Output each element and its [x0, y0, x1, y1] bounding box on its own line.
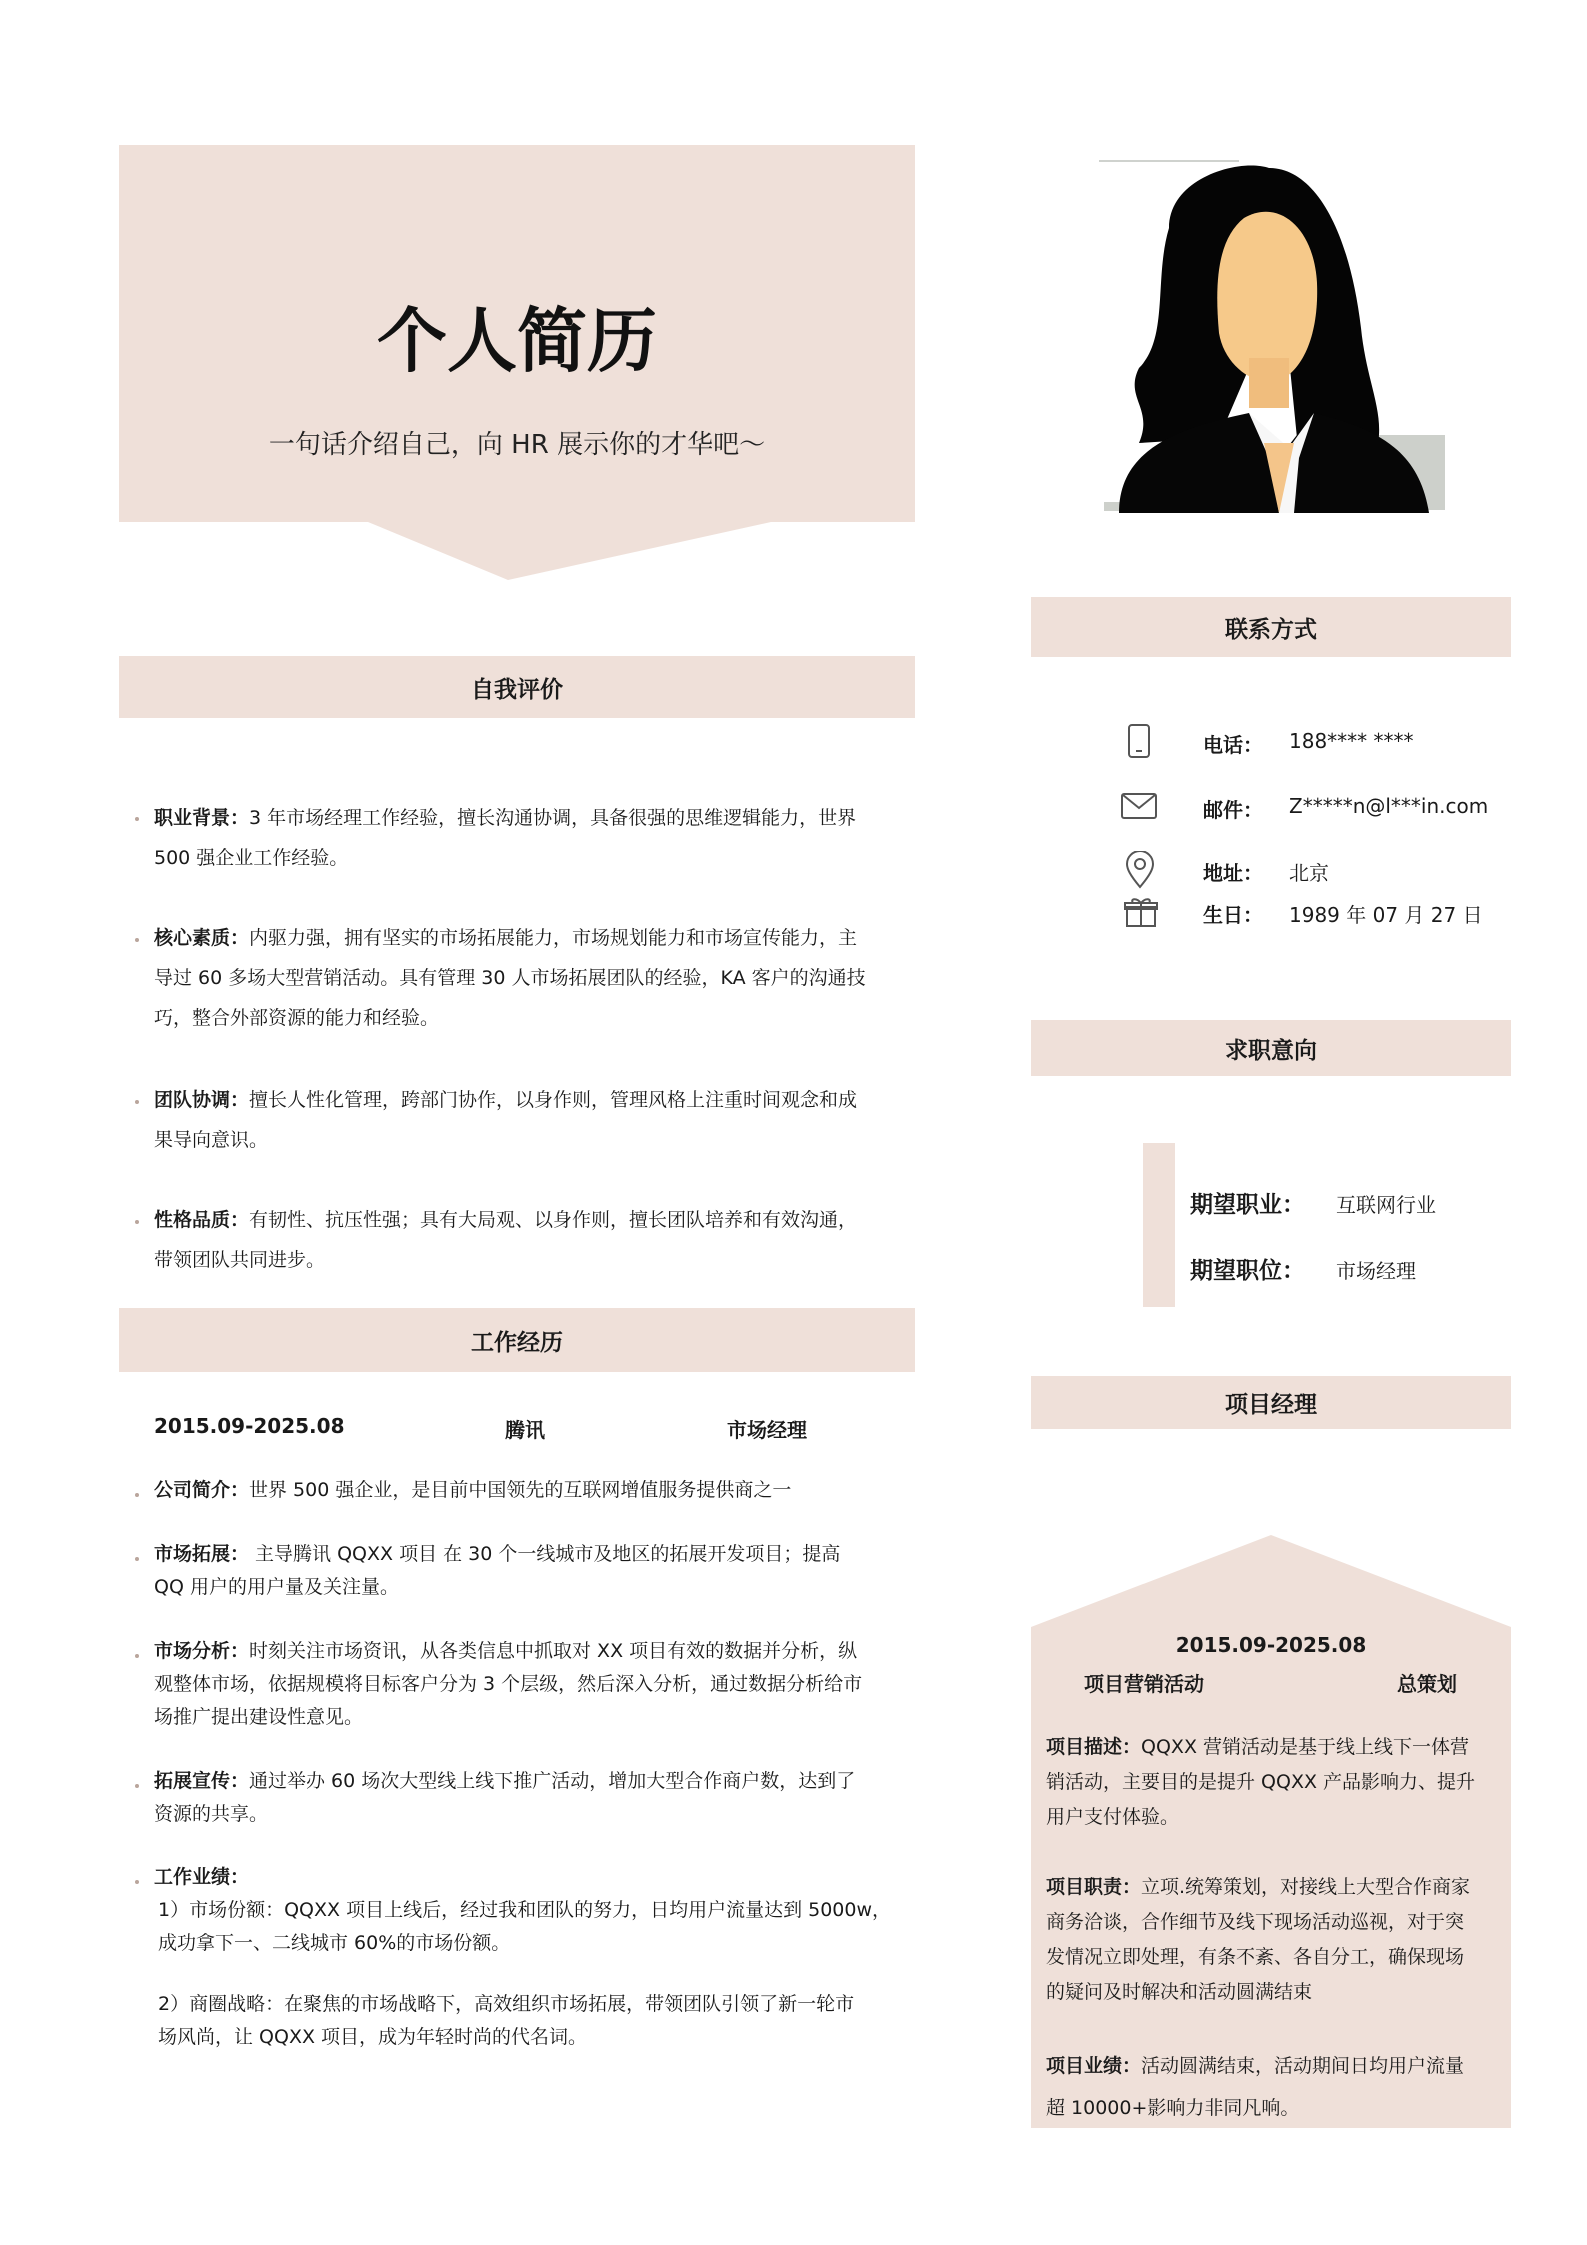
intention-industry-label: 期望职业： — [1190, 1192, 1305, 1218]
bullet — [135, 817, 139, 821]
project-role: 总策划 — [1397, 1672, 1457, 1696]
bullet — [135, 1493, 139, 1497]
intention-role-value: 市场经理 — [1336, 1259, 1416, 1283]
bullet — [135, 1880, 139, 1884]
avatar — [1099, 158, 1449, 513]
intention-accent-bar — [1143, 1143, 1175, 1307]
work-expansion: 市场拓展： 主导腾讯 QQXX 项目 在 30 个一线城市及地区的拓展开发项目；提高 QQ 用户的用户量及关注量。 — [154, 1543, 841, 1598]
email-label: 邮件： — [1203, 798, 1263, 822]
birthday-label: 生日： — [1203, 903, 1263, 927]
intention-heading: 求职意向 — [1031, 1020, 1511, 1076]
work-analysis: 市场分析：时刻关注市场资讯，从各类信息中抓取对 XX 项目有效的数据并分析，纵 观整体市场，依据规模将目标客户分为 3 个层级，然后深入分析，通过数据分析给市 场推广提出建设性意见。 — [154, 1640, 863, 1728]
bullet — [135, 1784, 139, 1788]
work-heading: 工作经历 — [119, 1308, 915, 1372]
bullet — [135, 1557, 139, 1561]
work-period: 2015.09-2025.08 — [154, 1414, 345, 1438]
contact-heading: 联系方式 — [1031, 597, 1511, 657]
address-label: 地址： — [1203, 861, 1263, 885]
phone-value: 188**** **** — [1289, 729, 1414, 753]
address-value: 北京 — [1289, 861, 1329, 885]
birthday-value: 1989 年 07 月 27 日 — [1289, 903, 1483, 927]
mail-icon — [1121, 793, 1157, 819]
bullet — [135, 1100, 139, 1104]
work-company: 腾讯 — [505, 1418, 545, 1442]
work-promotion: 拓展宣传：通过举办 60 场次大型线上线下推广活动，增加大型合作商户数，达到了 资源的共享。 — [154, 1770, 856, 1825]
page-subtitle: 一句话介绍自己，向 HR 展示你的才华吧～ — [268, 430, 766, 460]
bullet — [135, 1220, 139, 1224]
work-performance: 工作业绩： 1）市场份额：QQXX 项目上线后，经过我和团队的努力，日均用户流量达到 5000w， 成功拿下一、二线城市 60%的市场份额。 2）商圈战略：在聚焦的市场战略下，高效组织市场拓展，带领团队引领了新一轮市 场风尚，让 QQXX 项目，成为年轻时尚的代名词。 — [154, 1866, 892, 2048]
project-duties: 项目职责：立项.统筹策划，对接线上大型合作商家 商务洽谈，合作细节及线下现场活动巡视，对于突 发情况立即处理，有条不紊、各自分工，确保现场 的疑问及时解决和活动圆满结束 — [1046, 1876, 1471, 2003]
work-company-intro: 公司简介：世界 500 强企业，是目前中国领先的互联网增值服务提供商之一 — [154, 1479, 792, 1501]
bullet — [135, 938, 139, 942]
self-eval-item-background: 职业背景：3 年市场经理工作经验，擅长沟通协调，具备很强的思维逻辑能力，世界 500 强企业工作经验。 — [154, 807, 857, 869]
project-heading: 项目经理 — [1031, 1376, 1511, 1429]
work-position: 市场经理 — [727, 1418, 807, 1442]
location-pin-icon — [1125, 851, 1155, 889]
intention-industry-value: 互联网行业 — [1336, 1193, 1436, 1217]
project-period: 2015.09-2025.08 — [1175, 1633, 1367, 1657]
project-results: 项目业绩：活动圆满结束，活动期间日均用户流量 超 10000+影响力非同凡响。 — [1046, 2055, 1465, 2119]
bullet — [135, 1654, 139, 1658]
self-eval-item-character: 性格品质：有韧性、抗压性强；具有大局观、以身作则，擅长团队培养和有效沟通， 带领团队共同进步。 — [154, 1209, 858, 1271]
gift-icon — [1124, 896, 1158, 928]
self-eval-item-core: 核心素质：内驱力强，拥有坚实的市场拓展能力，市场规划能力和市场宣传能力，主 导过 60 多场大型营销活动。具有管理 30 人市场拓展团队的经验，KA 客户的沟通技 巧，整合外部资源的能力和经验。 — [154, 927, 866, 1029]
phone-label: 电话： — [1203, 733, 1263, 757]
page-title: 个人简历 — [377, 300, 657, 382]
phone-icon — [1126, 724, 1152, 758]
project-name: 项目营销活动 — [1084, 1672, 1204, 1696]
project-description: 项目描述：QQXX 营销活动是基于线上线下一体营 销活动，主要目的是提升 QQXX 产品影响力、提升 用户支付体验。 — [1046, 1736, 1476, 1828]
email-value: Z*****n@l***in.com — [1289, 794, 1489, 818]
self-eval-item-team: 团队协调：擅长人性化管理，跨部门协作，以身作则，管理风格上注重时间观念和成 果导向意识。 — [154, 1089, 858, 1151]
intention-role-label: 期望职位： — [1190, 1258, 1305, 1284]
self-eval-heading: 自我评价 — [119, 656, 915, 718]
